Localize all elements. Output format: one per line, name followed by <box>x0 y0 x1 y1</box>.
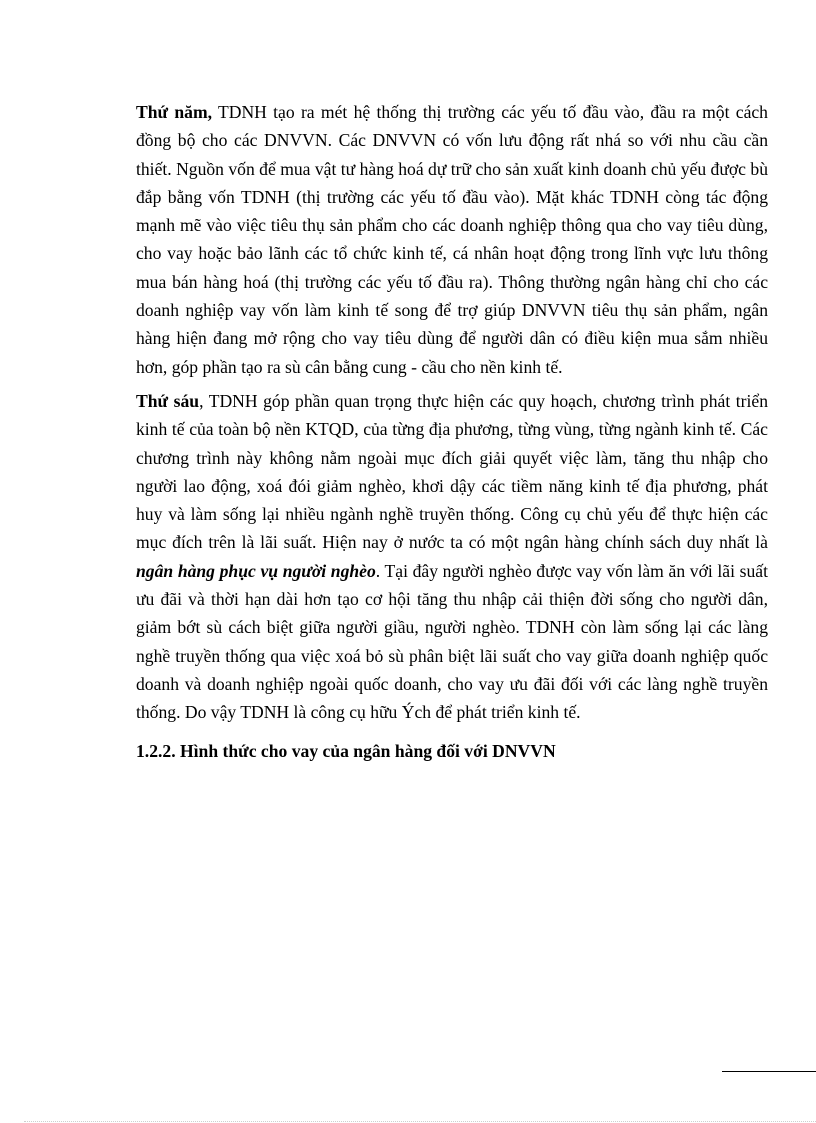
paragraph-thu-nam <box>136 98 768 381</box>
paragraph-text-thu-nam: TDNH tạo ra mét hệ thống thị trường các yếu tố đầu vào, đầu ra một cách đồng bộ cho các DNVVN. Các DNVVN có vốn lưu động rất nhá so với nhu cầu cần thiết. Nguồn vốn để mua vật tư hàng hoá dự trữ cho sản xuất kinh doanh chủ yếu được bù đắp bằng vốn TDNH (thị trường các yếu tố đầu vào). Mặt khác TDNH còng tác động mạnh mẽ vào việc tiêu thụ sản phẩm cho các doanh nghiệp thông qua cho vay tiêu dùng, cho vay hoặc bảo lãnh các tổ chức kinh tế, cá nhân hoạt động trong lĩnh vực lưu thông mua bán hàng hoá (thị trường các yếu tố đầu ra). Thông thường ngân hàng chỉ cho các doanh nghiệp vay vốn làm kinh tế song để trợ giúp DNVVN tiêu thụ sản phẩm, ngân hàng hiện đang mở rộng cho vay tiêu dùng để người dân có điều kiện mua sắm nhiều hơn, góp phần tạo ra sù cân bằng cung - cầu cho nền kinh tế. <box>136 102 768 377</box>
footer-rule <box>722 1071 816 1072</box>
section-heading: 1.2.2. Hình thức cho vay của ngân hàng đối với DNVVN <box>136 740 556 761</box>
paragraph-text-thu-sau-part2: . Tại đây người nghèo được vay vốn làm ăn với lãi suất ưu đãi và thời hạn dài hơn tạo cơ hội tăng thu nhập cải thiện đời sống cho người dân, giảm bớt sù cách biệt giữa người giầu, người nghèo. TDNH còn làm sống lại các làng nghề truyền thống qua việc xoá bỏ sù phân biệt lãi suất cho vay giữa doanh nghiệp quốc doanh và doanh nghiệp ngoài quốc doanh, cho vay ưu đãi đối với các làng nghề truyền thống. Do vậy TDNH là công cụ hữu Ých để phát triển kinh tế. <box>136 560 768 723</box>
paragraph-emphasis-bank-name: ngân hàng phục vụ người nghèo <box>136 560 376 581</box>
paragraph-thu-sau <box>136 387 768 727</box>
paragraph-text-thu-sau-part1: , TDNH góp phần quan trọng thực hiện các quy hoạch, chương trình phát triển kinh tế của toàn bộ nền KTQD, của từng địa phương, từng vùng, từng ngành kinh tế. Các chương trình này không nằm ngoài mục đích giải quyết việc làm, tăng thu nhập cho người lao động, xoá đói giảm nghèo, khơi dậy các tiềm năng kinh tế địa phương, phát huy và làm sống lại nhiều ngành nghề truyền thống. Công cụ chủ yếu để thực hiện các mục đích trên là lãi suất. Hiện nay ở nước ta có một ngân hàng chính sách duy nhất là <box>136 390 769 553</box>
paragraph-lead-thu-sau: Thứ sáu <box>136 390 200 411</box>
paragraph-lead-thu-nam: Thứ năm, <box>136 102 213 122</box>
document-body <box>136 98 768 765</box>
page-bottom-border <box>24 1121 816 1122</box>
